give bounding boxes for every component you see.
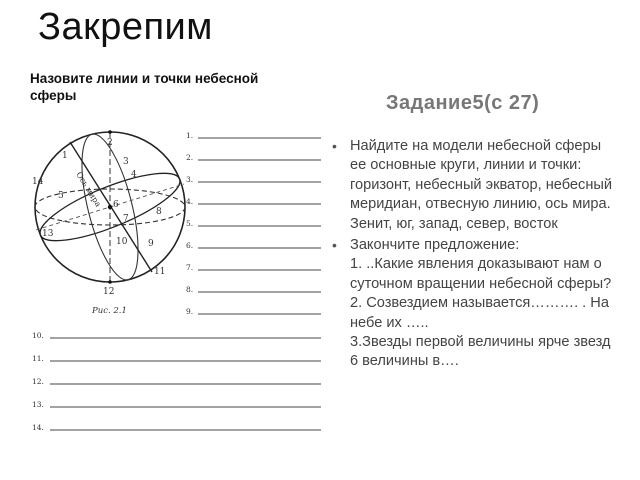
figure-caption: Рис. 2.1 <box>92 306 127 316</box>
bullet-text: 2. Созвездием называется………. . На небе их ….. <box>350 295 609 331</box>
answer-lines-bottom <box>32 331 321 432</box>
answer-number: 7. <box>186 263 194 272</box>
point-label: 10 <box>116 237 128 247</box>
answer-number: 2. <box>186 153 194 162</box>
point-label: 4 <box>131 170 137 180</box>
bullet-text: 3.Звезды первой величины ярче звезд 6 величины в…. <box>350 334 611 370</box>
point-label: 8 <box>156 207 162 217</box>
point-label: 12 <box>103 287 115 297</box>
zenith-point <box>108 130 112 134</box>
bullet-dot-icon: • <box>332 237 337 254</box>
answer-number: 13. <box>32 400 44 409</box>
answer-number: 8. <box>186 285 194 294</box>
answer-number: 10. <box>32 331 44 340</box>
bullet-item <box>330 137 620 234</box>
point-label: 5 <box>58 191 64 201</box>
point-label: 1 <box>62 151 68 161</box>
answer-number: 3. <box>186 175 194 184</box>
worksheet-subtitle: Назовите линии и точки небесной сферы <box>30 71 259 103</box>
celestial-sphere-figure <box>28 112 328 442</box>
answer-number: 4. <box>186 197 194 206</box>
center-point <box>108 205 112 209</box>
task-heading: Задание5(с 27) <box>386 92 540 114</box>
answer-number: 1. <box>186 131 194 140</box>
point-label: 7 <box>123 214 129 224</box>
bullet-text: Найдите на модели небесной сферы ее основные круги, линии и точки: горизонт, небесный экватор, небесный меридиан, отвесную линию, ось мира. Зенит, юг, запад, север, восток <box>350 138 613 232</box>
answer-number: 6. <box>186 241 194 250</box>
point-label: 6 <box>113 200 119 210</box>
bullet-dot-icon: • <box>332 138 337 154</box>
answer-number: 5. <box>186 219 194 228</box>
answer-number: 11. <box>32 354 44 363</box>
axis-label: Ось мира <box>74 170 103 209</box>
point-label: 9 <box>148 239 154 249</box>
point-label: 14 <box>32 177 44 187</box>
task-bullet-list <box>330 137 620 372</box>
point-label: 3 <box>123 157 129 167</box>
bullet-text: 1. ..Какие явления доказывают нам о суточном вращении небесной сферы? <box>350 256 612 292</box>
answer-number: 14. <box>32 423 44 432</box>
point-label: 11 <box>154 267 166 277</box>
slide-title: Закрепим <box>38 6 213 48</box>
answer-lines-right <box>186 131 321 316</box>
bullet-item <box>330 236 620 372</box>
answer-number: 9. <box>186 307 194 316</box>
nadir-point <box>108 280 112 284</box>
point-label: 13 <box>42 229 54 239</box>
bullet-text: Закончите предложение: <box>350 237 520 254</box>
point-label: 2 <box>107 138 113 148</box>
answer-number: 12. <box>32 377 44 386</box>
celestial-sphere-diagram <box>28 112 328 442</box>
